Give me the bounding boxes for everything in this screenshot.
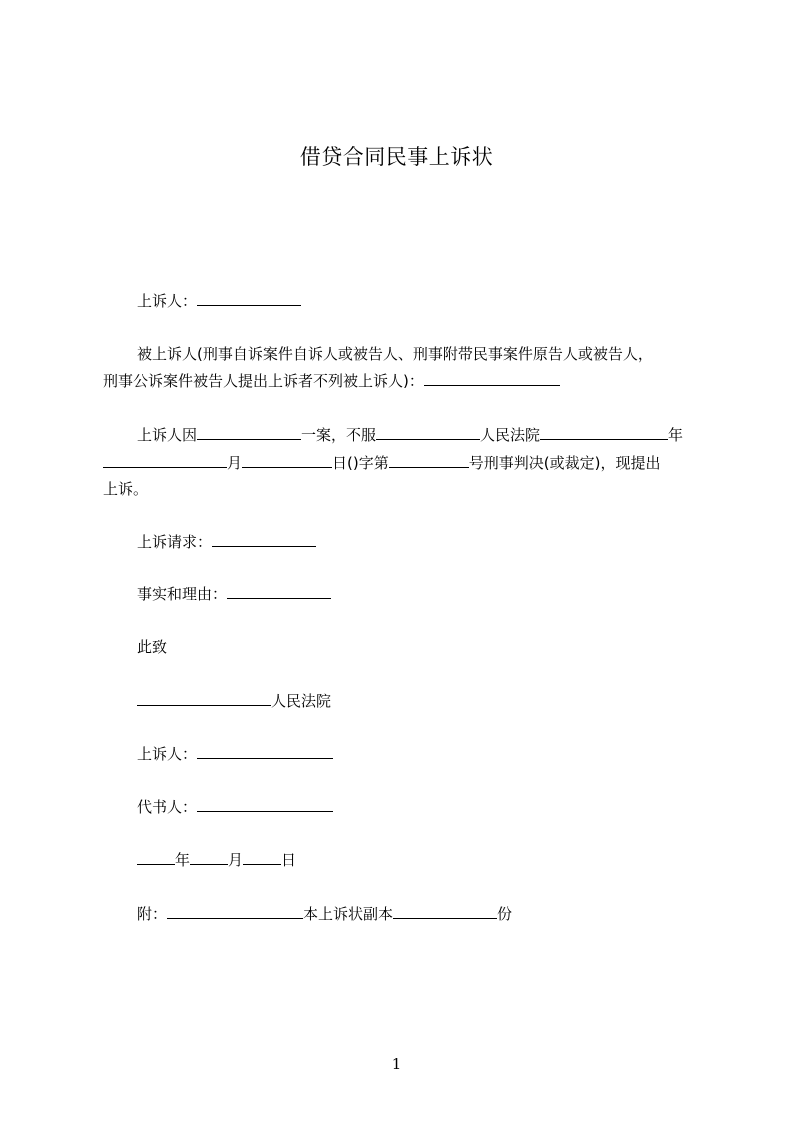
reason-text-5: 月 bbox=[227, 454, 243, 472]
facts-label: 事实和理由： bbox=[137, 585, 228, 603]
writer-line bbox=[103, 794, 737, 820]
reason-text-4: 年 bbox=[668, 426, 684, 444]
addressee-court-blank[interactable] bbox=[137, 690, 271, 706]
reason-line-3 bbox=[103, 476, 703, 502]
case-name-blank[interactable] bbox=[197, 424, 301, 440]
reason-text-7: 号刑事判决(或裁定)，现提出 bbox=[468, 454, 661, 472]
request-line bbox=[103, 529, 737, 555]
signature-appellant-blank[interactable] bbox=[197, 743, 333, 759]
document-title: 借贷合同民事上诉状 bbox=[299, 145, 494, 169]
signature-appellant-line bbox=[103, 741, 737, 767]
respondent-blank[interactable] bbox=[424, 370, 560, 386]
attachment-blank-1[interactable] bbox=[167, 903, 303, 919]
reason-text-2: 一案，不服 bbox=[301, 426, 377, 444]
attachment-label: 附： bbox=[137, 905, 168, 923]
appellant-blank[interactable] bbox=[197, 290, 301, 306]
respondent-text-2: 刑事公诉案件被告人提出上诉者不列被上诉人)： bbox=[103, 372, 424, 390]
reason-line-2 bbox=[103, 450, 703, 476]
date-line bbox=[103, 847, 737, 873]
reason-text-3: 人民法院 bbox=[480, 426, 541, 444]
judgment-day-blank[interactable] bbox=[242, 452, 332, 468]
case-number-blank[interactable] bbox=[389, 452, 469, 468]
judgment-year-blank[interactable] bbox=[540, 424, 668, 440]
request-blank[interactable] bbox=[212, 531, 316, 547]
reason-text-1: 上诉人因 bbox=[137, 426, 198, 444]
attachment-middle: 本上诉状副本 bbox=[303, 905, 394, 923]
reason-line-1 bbox=[103, 422, 737, 448]
court-line bbox=[103, 688, 737, 714]
date-month-label: 月 bbox=[228, 851, 244, 869]
court-name-blank[interactable] bbox=[376, 424, 480, 440]
appellant-label: 上诉人： bbox=[137, 292, 198, 310]
respondent-text-1: 被上诉人(刑事自诉案件自诉人或被告人、刑事附带民事案件原告人或被告人， bbox=[137, 345, 653, 363]
date-day-blank[interactable] bbox=[243, 849, 281, 865]
facts-line bbox=[103, 581, 737, 607]
respondent-line-1 bbox=[103, 341, 737, 367]
salutation-line bbox=[103, 634, 737, 660]
attachment-suffix: 份 bbox=[497, 905, 513, 923]
respondent-line-2 bbox=[103, 368, 703, 394]
date-month-blank[interactable] bbox=[190, 849, 228, 865]
page-number: 1 bbox=[391, 1055, 402, 1073]
writer-blank[interactable] bbox=[197, 796, 333, 812]
attachment-copies-blank[interactable] bbox=[393, 903, 497, 919]
reason-text-6: 日()字第 bbox=[332, 454, 389, 472]
date-day-label: 日 bbox=[281, 851, 297, 869]
court-suffix: 人民法院 bbox=[271, 692, 332, 710]
signature-appellant-label: 上诉人： bbox=[137, 745, 198, 763]
judgment-month-prefix-blank[interactable] bbox=[103, 452, 227, 468]
date-year-label: 年 bbox=[175, 851, 191, 869]
reason-text-8: 上诉。 bbox=[103, 480, 149, 498]
facts-blank[interactable] bbox=[227, 583, 331, 599]
request-label: 上诉请求： bbox=[137, 533, 213, 551]
writer-label: 代书人： bbox=[137, 798, 198, 816]
appellant-line bbox=[103, 288, 737, 314]
attachment-line bbox=[103, 901, 737, 927]
salutation-text: 此致 bbox=[137, 638, 168, 656]
date-year-blank[interactable] bbox=[137, 849, 175, 865]
